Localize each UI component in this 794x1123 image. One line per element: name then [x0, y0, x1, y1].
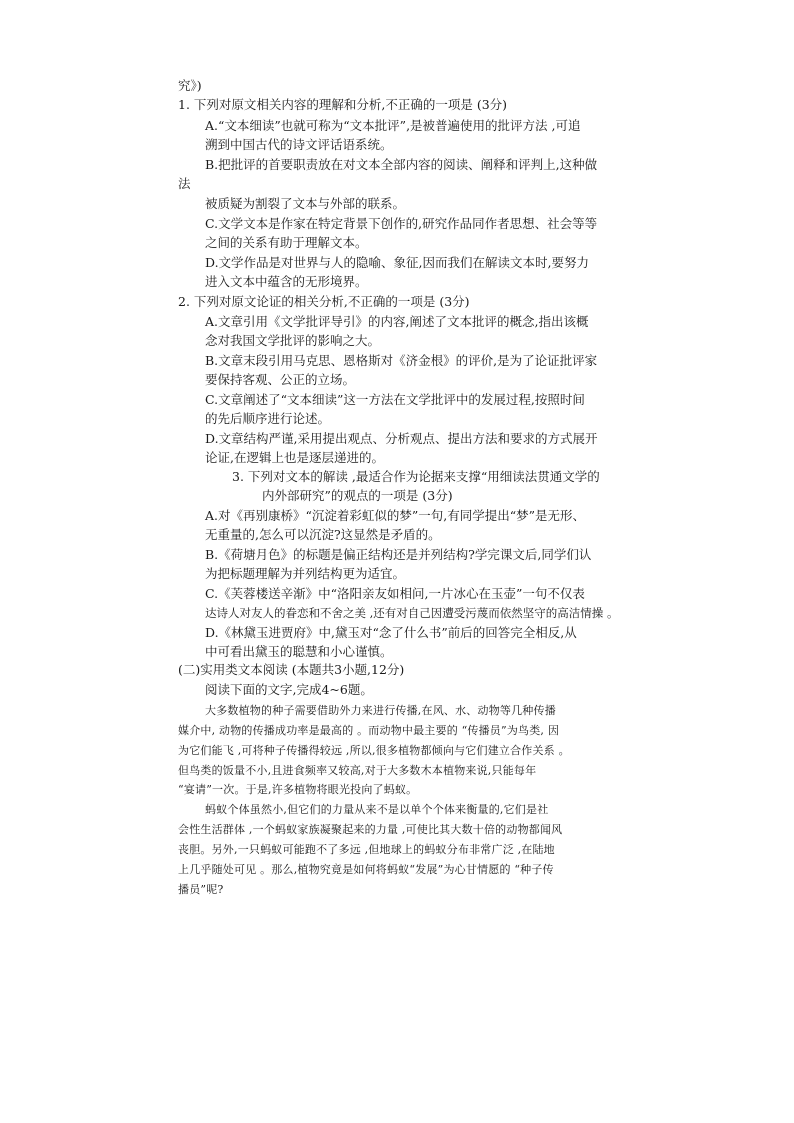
- q2-option-c: C.文章阐述了“文本细读”这一方法在文学批评中的发展过程,按照时间: [205, 392, 585, 407]
- q1-option-d-cont: 进入文本中蕴含的无形境界。: [205, 274, 368, 289]
- passage-line: 媒介中, 动物的传播成功率是最高的 。而动物中最主要的 “传播员”为鸟类, 因: [178, 724, 560, 737]
- question-3: 3. 下列对文本的解读 ,最适合作为论据来支撑“用细读法贯通文学的: [232, 469, 600, 484]
- q1-option-c-cont: 之间的关系有助于理解文本。: [205, 235, 368, 250]
- q1-option-d: D.文学作品是对世界与人的隐喻、象征,因而我们在解读文本时,要努力: [205, 255, 589, 270]
- q1-option-b-cont2: 被质疑为割裂了文本与外部的联系。: [205, 196, 406, 211]
- q1-option-a-cont: 溯到中国古代的诗文评话语系统。: [205, 137, 393, 152]
- q2-option-a-cont: 念对我国文学批评的影响之大。: [205, 333, 381, 348]
- q2-option-b: B.文章末段引用马克思、恩格斯对《济金根》的评价,是为了论证批评家: [205, 353, 598, 368]
- q2-option-d: D.文章结构严谨,采用提出观点、分析观点、提出方法和要求的方式展开: [205, 431, 598, 446]
- q1-option-a: A.“文本细读”也就可称为“文本批评”,是被普遍使用的批评方法 ,可追: [205, 118, 581, 133]
- question-2: 2. 下列对原文论证的相关分析,不正确的一项是 (3分): [178, 294, 470, 309]
- q3-option-a-cont: 无重量的,怎么可以沉淀?这显然是矛盾的。: [205, 527, 441, 542]
- section-heading: (二)实用类文本阅读 (本题共3小题,12分): [178, 662, 405, 677]
- passage-line: 为它们能飞 ,可将种子传播得较远 ,所以,很多植物都倾向与它们建立合作关系 。: [178, 744, 570, 757]
- q3-option-d-cont: 中可看出黛玉的聪慧和小心谨慎。: [205, 644, 393, 659]
- q3-option-d: D.《林黛玉进贾府》中,黛玉对“念了什么书”前后的回答完全相反,从: [205, 625, 577, 640]
- passage-line: 但鸟类的饭量不小,且进食频率又较高,对于大多数木本植物来说,只能每年: [178, 764, 537, 777]
- q3-option-b: B.《荷塘月色》的标题是偏正结构还是并列结构?学完课文后,同学们认: [205, 547, 592, 562]
- passage-line: 上几乎随处可见 。那么,植物究竟是如何将蚂蚁“发展”为心甘情愿的 “种子传: [178, 863, 554, 876]
- question-3-cont: 内外部研究”的观点的一项是 (3分): [262, 488, 453, 503]
- q3-option-c-cont: 达诗人对友人的眷恋和不舍之美 ,还有对自己因遭受污蔑而依然坚守的高洁情操 。: [205, 606, 619, 620]
- q3-option-c: C.《芙蓉楼送辛渐》中“洛阳亲友如相问,一片冰心在玉壶”一句不仅表: [205, 586, 585, 601]
- passage-line: 会性生活群体 ,一个蚂蚁家族凝聚起来的力量 ,可使比其大数十倍的动物都闻风: [178, 823, 563, 836]
- passage-line: 蚂蚁个体虽然小,但它们的力量从来不是以单个个体来衡量的,它们是社: [205, 803, 549, 816]
- q3-option-b-cont: 为把标题理解为并列结构更为适宜。: [205, 566, 406, 581]
- passage-line: 大多数植物的种子需要借助外力来进行传播,在风、水、动物等几种传播: [205, 704, 556, 717]
- reading-instruction: 阅读下面的文字,完成4~6题。: [205, 682, 373, 697]
- passage-line: 播员”呢?: [178, 883, 224, 896]
- question-1: 1. 下列对原文相关内容的理解和分析,不正确的一项是 (3分): [178, 97, 508, 112]
- passage-line: “宴请”一次。于是,许多植物将眼光投向了蚂蚁。: [178, 783, 418, 796]
- q2-option-d-cont: 论证,在逻辑上也是逐层递进的。: [205, 450, 384, 465]
- q1-option-c: C.文学文本是作家在特定背景下创作的,研究作品同作者思想、社会等等: [205, 216, 598, 231]
- passage-line: 丧胆。另外,一只蚂蚁可能跑不了多远 ,但地球上的蚂蚁分布非常广泛 ,在陆地: [178, 843, 555, 856]
- q2-option-b-cont: 要保持客观、公正的立场。: [205, 372, 356, 387]
- q1-option-b: B.把批评的首要职责放在对文本全部内容的阅读、阐释和评判上,这种做: [205, 157, 598, 172]
- text-line-continuation: 究》): [178, 78, 202, 93]
- q2-option-a: A.文章引用《文学批评导引》的内容,阐述了文本批评的概念,指出该概: [205, 314, 589, 329]
- q2-option-c-cont: 的先后顺序进行论述。: [205, 411, 331, 426]
- q3-option-a: A.对《再别康桥》“沉淀着彩虹似的梦”一句,有同学提出“梦”是无形、: [205, 508, 586, 523]
- q1-option-b-cont: 法: [178, 176, 191, 191]
